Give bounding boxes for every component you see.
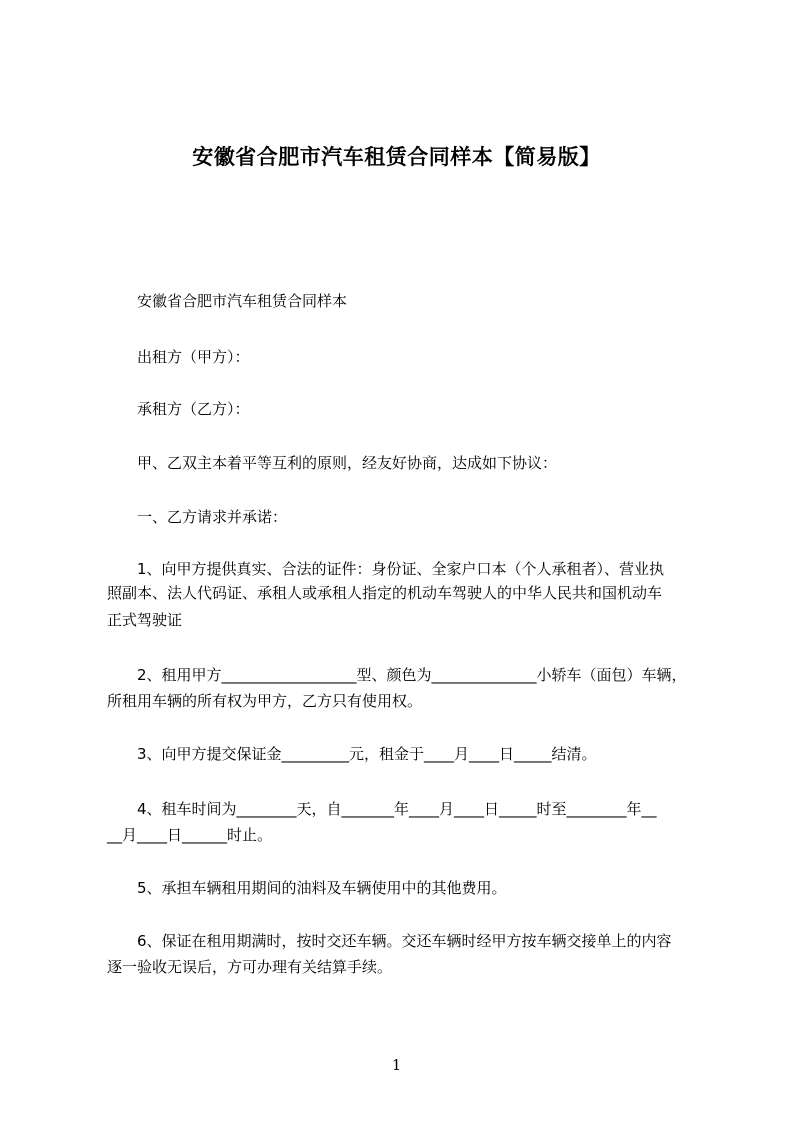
preamble: 甲、乙双主本着平等互利的原则，经友好协商，达成如下协议： [137,454,558,472]
clause-6-line-2: 逐一验收无误后，方可办理有关结算手续。 [107,958,393,976]
clause-3-line-1: 3、向甲方提交保证金_________元，租金于____月____日_____结清。 [137,745,597,763]
clause-1-line-2: 照副本、法人代码证、承租人或承租人指定的机动车驾驶人的中华人民共和国机动车 [107,584,663,602]
clause-6-line-1: 6、保证在租用期满时，按时交还车辆。交还车辆时经甲方按车辆交接单上的内容 [137,932,672,950]
lessee-line: 承租方（乙方）： [137,400,250,418]
clause-2-line-1: 2、租用甲方__________________型、颜色为______________小轿车（面包）车辆， [137,666,687,684]
clause-1-line-3: 正式驾驶证 [107,611,183,629]
clause-5-line-1: 5、承担车辆租用期间的油料及车辆使用中的其他费用。 [137,879,507,897]
document-title: 安徽省合肥市汽车租赁合同样本【简易版】 [192,145,601,169]
section-1-heading: 一、乙方请求并承诺： [137,508,288,526]
clause-1-line-1: 1、向甲方提供真实、合法的证件：身份证、全家户口本（个人承租者）、营业执 [137,560,665,578]
contract-name: 安徽省合肥市汽车租赁合同样本 [137,292,348,310]
lessor-line: 出租方（甲方）： [137,348,250,366]
clause-2-line-2: 所租用车辆的所有权为甲方，乙方只有使用权。 [107,692,423,710]
page-number: 1 [391,1056,402,1074]
clause-4-line-2: __月____日______时止。 [107,826,273,844]
clause-4-line-1: 4、租车时间为________天，自_______年____月____日_____时至________年__ [137,800,657,818]
